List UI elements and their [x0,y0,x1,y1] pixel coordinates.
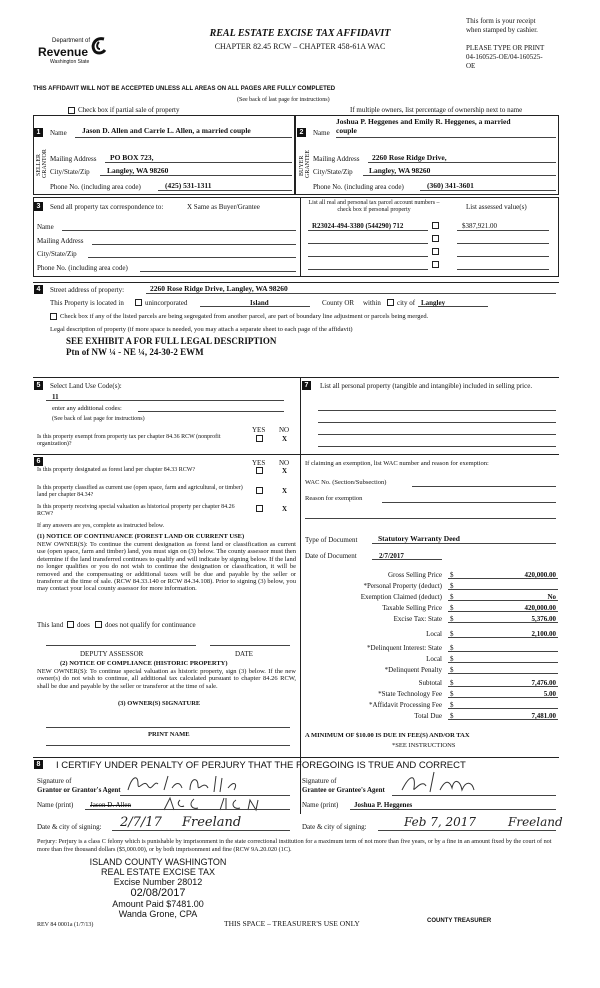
grantor-signature-label-2: Grantor or Grantor's Agent [37,786,121,794]
form-title: REAL ESTATE EXCISE TAX AFFIDAVIT [209,28,391,39]
section-3-number: 3 [34,202,43,211]
wac-label: WAC No. (Section/Subsection) [305,479,387,486]
grantee-date-city-label: Date & city of signing: [302,823,367,831]
exempt-question: Is this property exempt from property tax per chapter 84.36 RCW (nonprofit organization)? [37,434,221,447]
buyer-phone-label: Phone No. (including area code) [313,183,404,191]
logo-name: Revenue [38,45,89,59]
seller-phone-label: Phone No. (including area code) [50,183,141,191]
section-8-number: 8 [34,760,43,769]
exempt-no-mark: X [282,435,288,443]
assessor-date-label: DATE [235,650,253,658]
section-5-number: 5 [34,381,43,390]
legal-line-2: Ptn of NW ¼ - NE ¼, 24-30-2 EWM [66,347,204,357]
logo-state: Washington State [50,59,90,65]
perjury-warning: Perjury: Perjury is a class C felony which is punishable by imprisonment in the state correctional institution for a maximum term of not more than five years, or by a fine in an amount fixed by the court of not more than five thousand dollars ($5,000.00), or by both imprisonment and fine (RCW 9A.20.020 (1C). [37,838,552,853]
doc-type-label: Type of Document [305,536,358,544]
owner-signature-label: (3) OWNER(S) SIGNATURE [118,700,201,707]
this-land-label: This land [37,621,64,629]
print-note: PLEASE TYPE OR PRINT [466,44,545,52]
personal-property-checkbox-2[interactable] [432,235,439,242]
tax-row-value: No [547,593,556,601]
personal-property-checkbox-1[interactable] [432,222,439,229]
section-6-number: 6 [34,457,43,466]
additional-codes-label: enter any additional codes: [52,405,122,412]
stamp-line-3: Excise Number 28012 [113,877,203,887]
tax-row-value: 420,000.00 [524,571,556,579]
tax-row-label: Subtotal [418,679,442,687]
tax-row-currency: $ [450,701,454,709]
seller-mailing-label: Mailing Address [50,155,97,163]
unincorporated-label: unincorporated [145,299,188,307]
segregated-label: Check box if any of the listed parcels are being segregated from another parcel, are part of boundary line adjustment or parcels being merged. [60,313,429,320]
tax-row-currency: $ [450,571,454,579]
tax-row-label: *Delinquent Interest: State [366,644,442,652]
seller-side-label: SELLER [36,154,42,176]
historic-question: Is this property receiving special valuation as historical property per chapter 84.26 RCW? [37,504,235,517]
deputy-assessor-label: DEPUTY ASSESSOR [80,650,144,658]
grantor-print-label: Name (print) [37,801,74,809]
street-address: 2260 Rose Ridge Drive, Langley, WA 98260 [150,284,288,293]
parcel-header: List all real and personal tax parcel account numbers – check box if personal property [308,200,440,213]
tax-row-label: Local [426,630,442,638]
s5-no-label: NO [279,426,290,434]
tax-row-currency: $ [450,615,454,623]
s5-see-back: (See back of last page for instructions) [52,416,145,422]
tax-row-currency: $ [450,582,454,590]
revenue-swoosh-icon [90,36,108,56]
grantee-signature-label-1: Signature of [302,777,337,785]
receipt-note-2: when stamped by cashier. [466,26,538,34]
partial-sale-checkbox[interactable] [68,107,75,114]
print-name-label: PRINT NAME [148,731,190,738]
treasurer-stamp [88,857,228,919]
located-label: This Property is located in [50,299,124,307]
logo-dept: Department of [52,38,91,44]
grantee-print-label: Name (print) [302,801,339,809]
grantor-city: Freeland [182,815,242,830]
notice-continuance-body: NEW OWNER(S): To continue the current designation as forest land or classification as current use (open space, farm and timber) land, you must sign on (3) below. The county assessor must then determine if the land transferred continues to qualify and will indicate by signing below. If the land no longer qualifies or you do not wish to continue the designation or classification, it will be removed and the compensating or additional taxes will be due and payable by the seller or transferor at the time of sale. (RCW 84.33.140 or RCW 84.34.108). Prior to signing (3) below, you may contact your local county assessor for more information. [37,541,296,593]
seller-phone: (425) 531-1311 [165,181,212,190]
tax-row-value: 420,000.00 [524,604,556,612]
tax-row-currency: $ [450,666,454,674]
buyer-name-line1: Joshua P. Heggenes and Emily R. Heggenes, a married [336,117,511,126]
buyer-side-label: BUYER [299,155,305,176]
s5-yes-label: YES [252,426,266,434]
seller-name-label: Name [50,129,67,137]
minimum-fee-note: A MINIMUM OF $10.00 IS DUE IN FEE(S) AND/OR TAX [305,732,470,739]
tax-row-label: Local [426,655,442,663]
grantee-city: Freeland [508,815,563,829]
stamp-line-2: REAL ESTATE EXCISE TAX [100,867,216,877]
partial-sale-label: Check box if partial sale of property [78,106,180,114]
correspondence-label: Send all property tax correspondence to: [50,203,164,211]
see-instructions-note: *SEE INSTRUCTIONS [392,742,456,749]
s6-no-label: NO [279,459,290,467]
grantee-signature-image [396,768,506,796]
parcel-number: R23024-494-3380 (544290) 712 [312,222,404,230]
personal-property-label: List all personal property (tangible and intangible) included in selling price. [320,382,533,390]
notice-compliance-title: (2) NOTICE OF COMPLIANCE (HISTORIC PROPERTY) [60,660,228,667]
warning-banner: THIS AFFIDAVIT WILL NOT BE ACCEPTED UNLESS ALL AREAS ON ALL PAGES ARE FULLY COMPLETED [33,86,336,92]
grantor-signature-label-1: Signature of [37,777,72,785]
s6-yes-label: YES [252,459,266,467]
section-4-number: 4 [34,285,43,294]
s3-phone-label: Phone No. (including area code) [37,264,128,272]
city-of-checkbox[interactable] [387,299,394,306]
legal-line-1: SEE EXHIBIT A FOR FULL LEGAL DESCRIPTION [66,336,277,346]
tax-row-label: Taxable Selling Price [382,604,442,612]
buyer-city: Langley, WA 98260 [369,166,431,175]
stamp-line-6: Wanda Grone, CPA [118,909,198,919]
s3-name-label: Name [37,223,54,231]
notice-continuance-title: (1) NOTICE OF CONTINUANCE (FOREST LAND OR CURRENT USE) [37,533,245,540]
street-label: Street address of property: [50,286,125,294]
seller-name: Jason D. Allen and Carrie L. Allen, a married couple [82,126,251,135]
grantee-signature-label-2: Grantee or Grantee's Agent [302,786,385,794]
seller-city: Langley, WA 98260 [107,166,169,175]
legal-description-label: Legal description of property (if more space is needed, you may attach a separate sheet to each page of the affidavit) [50,326,353,333]
certify-statement: I CERTIFY UNDER PENALTY OF PERJURY THAT THE FOREGOING IS TRUE AND CORRECT [56,760,466,771]
tax-row-currency: $ [450,630,454,638]
seller-city-label: City/State/Zip [50,168,90,176]
grantor-date: 2/7/17 [120,815,162,830]
tax-row-label: *Delinquent Penalty [384,666,442,674]
buyer-name-line2: couple [336,126,357,135]
tax-row-value: 5.00 [543,690,556,698]
tax-row-currency: $ [450,655,454,663]
personal-property-checkbox-4[interactable] [432,261,439,268]
tax-row-label: Exemption Claimed (deduct) [360,593,442,601]
grantee-side-label: GRANTEE [305,150,311,178]
doc-date: 2/7/2017 [379,552,404,560]
city-name: Langley [421,299,446,307]
stamp-line-1: ISLAND COUNTY WASHINGTON [89,857,227,867]
grantor-side-label: GRANTOR [42,149,48,178]
forest-yes-checkbox[interactable] [256,467,263,474]
tax-row-label: Gross Selling Price [387,571,442,579]
tax-row-label: Excise Tax: State [393,615,442,623]
tax-row-label: *Personal Property (deduct) [363,582,442,590]
s3-city-label: City/State/Zip [37,250,77,258]
grantee-date: Feb 7, 2017 [404,815,477,829]
does-label: does [77,621,90,629]
correspondence-value: X Same as Buyer/Grantee [187,203,260,211]
multiple-owners-label: If multiple owners, list percentage of ownership next to name [350,106,523,114]
does-qualify-checkbox[interactable] [67,621,74,628]
land-use-label: Select Land Use Code(s): [50,382,122,390]
receipt-note-1: This form is your receipt [466,17,536,25]
notice-compliance-body: NEW OWNER(S): To continue special valuation as historic property, sign (3) below. If the new owner(s) do not wish to continue, all additional tax calculated pursuant to chapter 84.26 RCW, shall be due and payable by the seller or transferor at the time of sale. [37,668,296,690]
form-revision: REV 84 0001a (1/7/13) [37,922,94,928]
tax-row-value: 7,476.00 [531,679,556,687]
tax-row-label: Total Due [414,712,442,720]
forest-question: Is this property designated as forest land per chapter 84.33 RCW? [37,467,196,473]
reason-label: Reason for exemption [305,495,363,502]
current-use-question: Is this property classified as current use (open space, farm and agricultural, or timber) land per chapter 84.34? [37,485,243,498]
exemption-label: If claiming an exemption, list WAC number and reason for exemption: [305,460,489,467]
tax-row-label: *State Technology Fee [378,690,442,698]
historic-no-mark: X [282,505,288,513]
tax-row-currency: $ [450,644,454,652]
county-name: Island [250,299,269,307]
section-1-number: 1 [34,128,43,137]
segregated-checkbox[interactable] [50,313,57,320]
exempt-yes-checkbox[interactable] [256,435,263,442]
does-not-qualify-checkbox[interactable] [95,621,102,628]
historic-yes-checkbox[interactable] [256,505,263,512]
grantor-signature-image [124,772,284,796]
buyer-city-label: City/State/Zip [313,168,353,176]
stamp-line-4: 02/08/2017 [130,887,186,899]
tax-row-currency: $ [450,604,454,612]
tax-row-value: 2,100.00 [531,630,556,638]
tax-row-currency: $ [450,690,454,698]
tax-row-currency: $ [450,712,454,720]
tax-row-currency: $ [450,679,454,687]
county-or-label: County OR [322,299,355,307]
city-of-label: city of [397,299,416,307]
form-codes-2: OE [466,62,476,70]
forest-no-mark: X [282,467,288,475]
dor-logo [38,36,108,70]
if-yes-instructions: If any answers are yes, complete as instructed below. [37,523,165,529]
tax-row-currency: $ [450,593,454,601]
grantor-date-city-label: Date & city of signing: [37,823,102,831]
form-subtitle: CHAPTER 82.45 RCW – CHAPTER 458-61A WAC [214,42,386,51]
assessed-value: $387,921.00 [462,222,497,230]
tax-row-label: *Affidavit Processing Fee [369,701,442,709]
unincorporated-checkbox[interactable] [135,299,142,306]
tax-row-value: 7,481.00 [531,712,556,720]
buyer-mailing: 2260 Rose Ridge Drive, [372,153,447,162]
assessed-header: List assessed value(s) [466,203,527,211]
tax-row-value: 5,376.00 [531,615,556,623]
s3-mailing-label: Mailing Address [37,237,84,245]
stamp-line-5: Amount Paid $7481.00 [112,899,204,909]
buyer-name-label: Name [313,129,330,137]
current-use-no-mark: X [282,487,288,495]
form-codes: 04-160525-OE/04-160525- [466,53,543,61]
grantee-print-name: Joshua P. Heggenes [354,801,413,809]
treasurer-space-label: THIS SPACE – TREASURER'S USE ONLY [224,919,360,928]
doc-date-label: Date of Document [305,552,357,560]
within-label: within [363,299,381,307]
doc-type: Statutory Warranty Deed [378,534,460,543]
grantor-print-name: Jason D. Allen [90,801,132,809]
section-7-number: 7 [302,381,311,390]
buyer-phone: (360) 341-3601 [427,181,474,190]
personal-property-checkbox-3[interactable] [432,248,439,255]
land-use-code: 11 [52,393,59,401]
section-2-number: 2 [297,128,306,137]
current-use-yes-checkbox[interactable] [256,487,263,494]
buyer-mailing-label: Mailing Address [313,155,360,163]
see-back-instructions: (See back of last page for instructions) [237,97,330,103]
seller-mailing: PO BOX 723, [110,153,154,162]
county-treasurer-label: COUNTY TREASURER [427,918,492,924]
does-not-label: does not qualify for continuance [105,621,196,629]
